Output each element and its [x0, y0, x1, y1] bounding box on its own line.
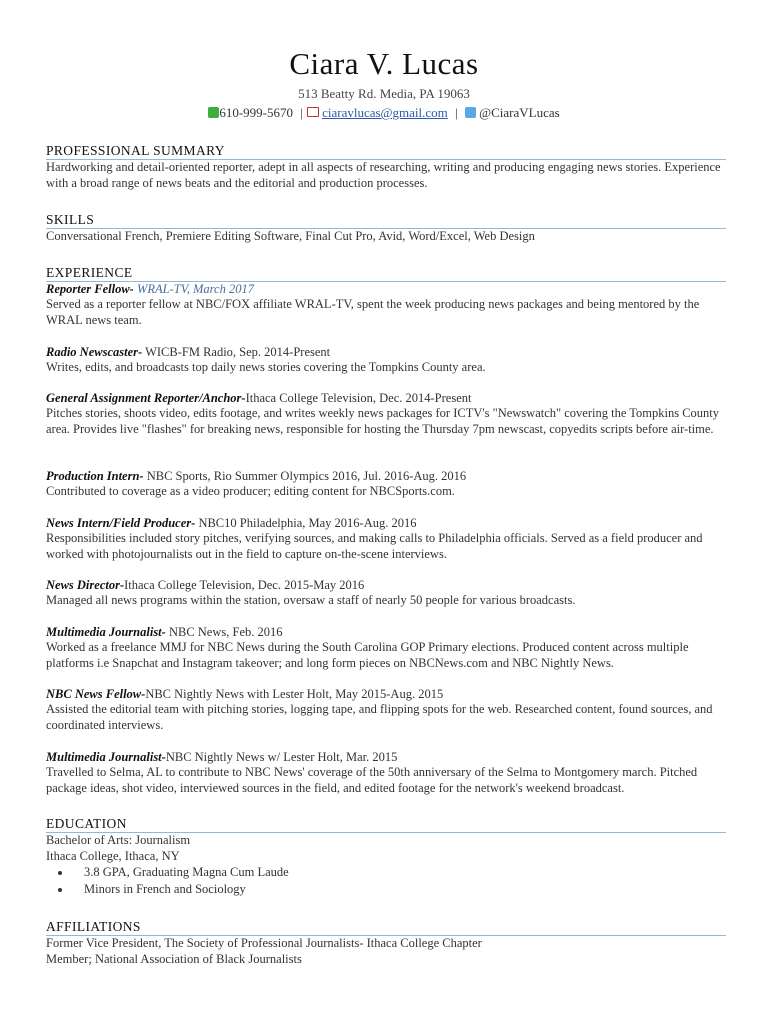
job-title: Radio Newscaster-	[46, 345, 143, 359]
phone-number: 610-999-5670	[219, 105, 293, 121]
job-entry	[46, 625, 726, 671]
job-title: News Intern/Field Producer-	[46, 516, 196, 530]
job-entry	[46, 345, 726, 376]
job-entry	[46, 750, 726, 796]
job-title: NBC News Fellow-	[46, 687, 146, 701]
job-org: NBC10 Philadelphia, May 2016-Aug. 2016	[195, 516, 417, 530]
section-title: AFFILIATIONS	[46, 919, 726, 936]
experience-section	[46, 265, 726, 282]
education-bullets	[46, 864, 726, 898]
job-description: Managed all news programs within the station, oversaw a staff of nearly 50 people for various broadcasts.	[46, 593, 576, 607]
job-org: Ithaca College Television, Dec. 2015-May 2016	[124, 578, 365, 592]
job-org: WRAL-TV, March 2017	[133, 282, 254, 296]
job-org: NBC News, Feb. 2016	[165, 625, 283, 639]
job-title: Reporter Fellow-	[46, 282, 134, 296]
job-title: Multimedia Journalist-	[46, 625, 166, 639]
job-org: NBC Sports, Rio Summer Olympics 2016, Jul. 2016-Aug. 2016	[143, 469, 467, 483]
section-title: EXPERIENCE	[46, 265, 726, 282]
job-title: News Director-	[46, 578, 125, 592]
affiliation-line: Former Vice President, The Society of Professional Journalists- Ithaca College Chapter	[46, 936, 482, 950]
affiliations-section	[46, 919, 726, 967]
job-title: Multimedia Journalist-	[46, 750, 166, 764]
job-description: Pitches stories, shoots video, edits footage, and writes weekly news packages for ICTV's "Newswatch" covering the Tompkins County area. Provides live "flashes" for breaking news, responsible for hosting the Thursday 7pm newscast, copyedits scripts before air-time.	[46, 406, 720, 436]
email-link[interactable]: ciaravlucas@gmail.com	[322, 105, 448, 121]
section-title: SKILLS	[46, 212, 726, 229]
education-section	[46, 816, 726, 898]
job-description: Travelled to Selma, AL to contribute to NBC News' coverage of the 50th anniversary of the Selma to Montgomery march. Pitched package ideas, shot video, interviewed sources in the field, and edited footage for the network's weekend broadcast.	[46, 765, 698, 795]
education-degree: Bachelor of Arts: Journalism	[46, 833, 191, 847]
phone-icon	[208, 107, 219, 118]
list-item: • Minors in French and Sociology	[72, 881, 726, 898]
job-entry	[46, 578, 726, 609]
job-description: Contributed to coverage as a video producer; editing content for NBCSports.com.	[46, 484, 455, 498]
contact-separator: |	[300, 105, 303, 121]
job-title: Production Intern-	[46, 469, 144, 483]
section-title: PROFESSIONAL SUMMARY	[46, 143, 726, 160]
summary-section	[46, 143, 726, 191]
job-description: Responsibilities included story pitches, verifying sources, and making calls to Philadelphia officials. Served as a field producer and worked with photojournalists out in the field to capture on-the-scene interviews.	[46, 531, 703, 561]
job-org: WICB-FM Radio, Sep. 2014-Present	[142, 345, 331, 359]
job-org: NBC Nightly News w/ Lester Holt, Mar. 2015	[165, 750, 398, 764]
twitter-handle: @CiaraVLucas	[479, 105, 560, 121]
job-description: Writes, edits, and broadcasts top daily news stories covering the Tompkins County area.	[46, 360, 486, 374]
summary-text: Hardworking and detail-oriented reporter, adept in all aspects of researching, writing and producing engaging news stories. Experience with a broad range of news beats and the editorial and production processes.	[46, 160, 721, 190]
job-description: Worked as a freelance MMJ for NBC News during the South Carolina GOP Primary elections. Produced content across multiple platforms i.e Snapchat and Instagram takeover; and long form pieces on NBCNews.com and NBC Nightly News.	[46, 640, 689, 670]
section-title: EDUCATION	[46, 816, 726, 833]
job-entry	[46, 687, 726, 733]
mail-icon	[307, 107, 319, 117]
affiliation-line: Member; National Association of Black Journalists	[46, 951, 302, 966]
skills-text: Conversational French, Premiere Editing Software, Final Cut Pro, Avid, Word/Excel, Web Design	[46, 229, 535, 243]
job-entry	[46, 282, 726, 328]
job-description: Assisted the editorial team with pitching stories, logging tape, and flipping spots for the web. Researched content, found sources, and coordinated interviews.	[46, 702, 713, 732]
candidate-name: Ciara V. Lucas	[289, 46, 479, 81]
twitter-icon	[465, 107, 476, 118]
address-line: 513 Beatty Rd. Media, PA 19063	[298, 86, 470, 101]
job-entry	[46, 516, 726, 562]
education-school: Ithaca College, Ithaca, NY	[46, 848, 180, 863]
job-title: General Assignment Reporter/Anchor-	[46, 391, 246, 405]
job-description: Served as a reporter fellow at NBC/FOX affiliate WRAL-TV, spent the week producing news packages and being mentored by the WRAL news team.	[46, 297, 700, 327]
job-entry	[46, 391, 726, 437]
list-item: • 3.8 GPA, Graduating Magna Cum Laude	[72, 864, 726, 881]
contact-separator: |	[455, 105, 458, 121]
job-org: NBC Nightly News with Lester Holt, May 2015-Aug. 2015	[145, 687, 444, 701]
skills-section	[46, 212, 726, 245]
job-org: Ithaca College Television, Dec. 2014-Present	[245, 391, 472, 405]
contact-line	[0, 104, 768, 121]
job-entry	[46, 469, 726, 500]
